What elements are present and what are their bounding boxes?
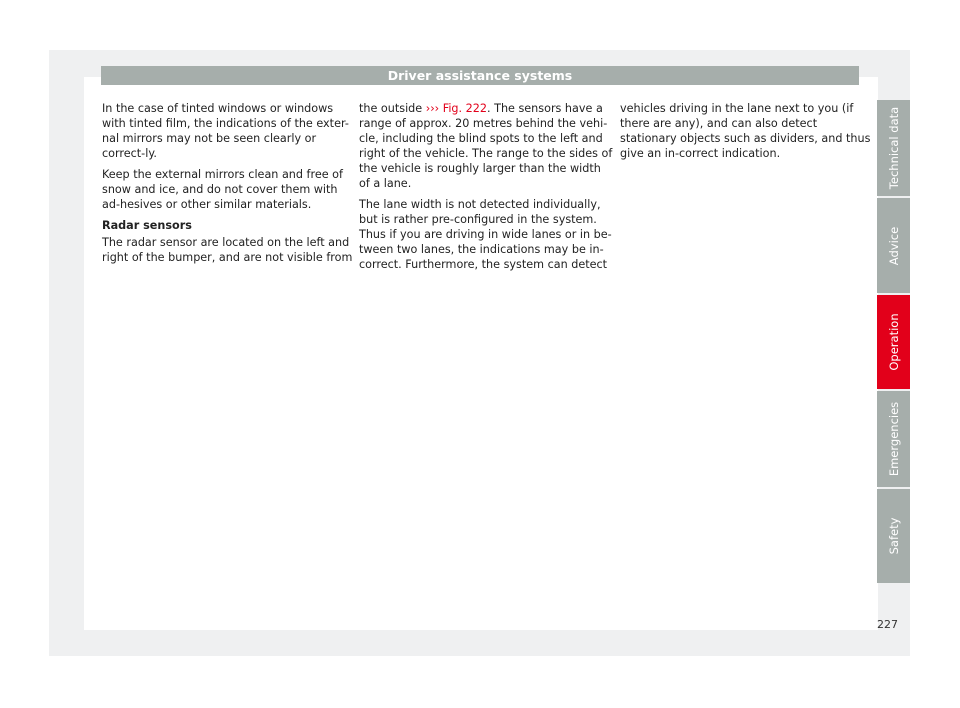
section-title: Driver assistance systems <box>387 68 573 83</box>
paragraph-lane-width: The lane width is not detected individually, but is rather pre-configured in the system. Thus if you are driving in wide lanes or in be-tween two lanes, the indications may be in-correct. Furthermore, the system can detect <box>359 198 612 271</box>
text-column-1 <box>102 101 357 271</box>
tab-operation[interactable] <box>877 295 910 389</box>
tab-label: Safety <box>886 517 901 555</box>
paragraph-sensor-range <box>359 101 614 191</box>
paragraph-tinted-windows: In the case of tinted windows or windows with tinted film, the indications of the exter-nal mirrors may not be seen clearly or correct-ly. <box>102 102 349 160</box>
page-number: 227 <box>877 618 898 631</box>
paragraph-radar-location: The radar sensor are located on the left and right of the bumper, and are not visible from <box>102 236 353 264</box>
tab-label: Advice <box>886 226 901 265</box>
text-column-3 <box>620 101 875 167</box>
tab-safety[interactable] <box>877 489 910 583</box>
text-segment: . The sensors have a range of approx. 20 metres behind the vehi-cle, including the blind spots to the left and right of the vehicle. The range to the sides of the vehicle is roughly larger than the width of a lane. <box>359 102 613 190</box>
tab-technical-data[interactable] <box>877 100 910 196</box>
arrow-reference-icon: ››› <box>425 102 440 115</box>
tab-label: Technical data <box>886 106 901 190</box>
figure-link[interactable]: Fig. 222 <box>439 102 487 115</box>
tab-label: Emergencies <box>886 401 901 477</box>
section-header-bar <box>101 66 859 85</box>
tab-emergencies[interactable] <box>877 391 910 487</box>
subheading-radar-sensors: Radar sensors <box>102 219 192 232</box>
tab-advice[interactable] <box>877 198 910 293</box>
text-segment: the outside <box>359 102 426 115</box>
text-column-2 <box>359 101 614 278</box>
paragraph-keep-mirrors-clean: Keep the external mirrors clean and free of snow and ice, and do not cover them with ad-hesives or other similar materials. <box>102 168 343 211</box>
tab-label: Operation <box>886 313 901 371</box>
paragraph-stationary-objects: vehicles driving in the lane next to you (if there are any), and can also detect stationary objects such as dividers, and thus give an in-correct indication. <box>620 102 871 160</box>
